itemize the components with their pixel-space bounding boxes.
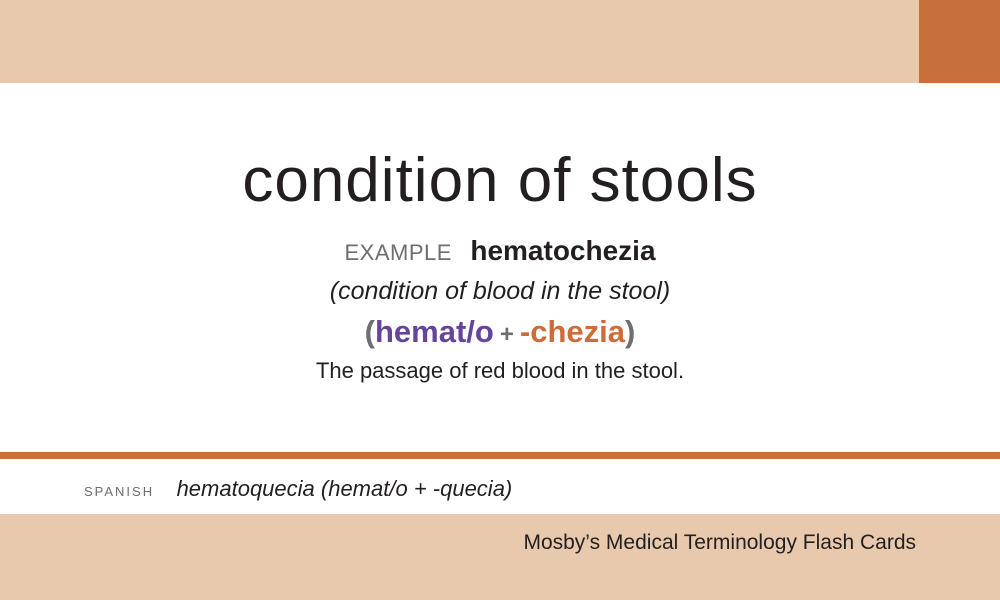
example-meaning: (condition of blood in the stool)	[329, 277, 671, 305]
breakdown-suffix: -chezia	[519, 314, 625, 349]
word-breakdown	[0, 312, 1000, 355]
spanish-text: hematoquecia (hemat/o + -quecia)	[176, 476, 513, 501]
breakdown-close-paren: )	[624, 314, 636, 349]
breakdown-root: hemat/o	[375, 314, 494, 349]
footer-title: Mosby’s Medical Terminology Flash Cards	[523, 531, 916, 554]
breakdown-plus: +	[499, 321, 514, 348]
divider-rule	[0, 452, 1000, 459]
spanish-row	[84, 471, 512, 507]
definition-text: The passage of red blood in the stool.	[315, 358, 685, 383]
breakdown-open-paren: (	[364, 314, 375, 349]
top-band	[0, 0, 1000, 83]
corner-accent-block	[919, 0, 1000, 83]
term-heading: condition of stools	[242, 146, 758, 215]
example-label: EXAMPLE	[344, 240, 452, 265]
spanish-label: SPANISH	[84, 484, 155, 499]
example-word: hematochezia	[470, 235, 656, 266]
example-row	[0, 233, 1000, 274]
